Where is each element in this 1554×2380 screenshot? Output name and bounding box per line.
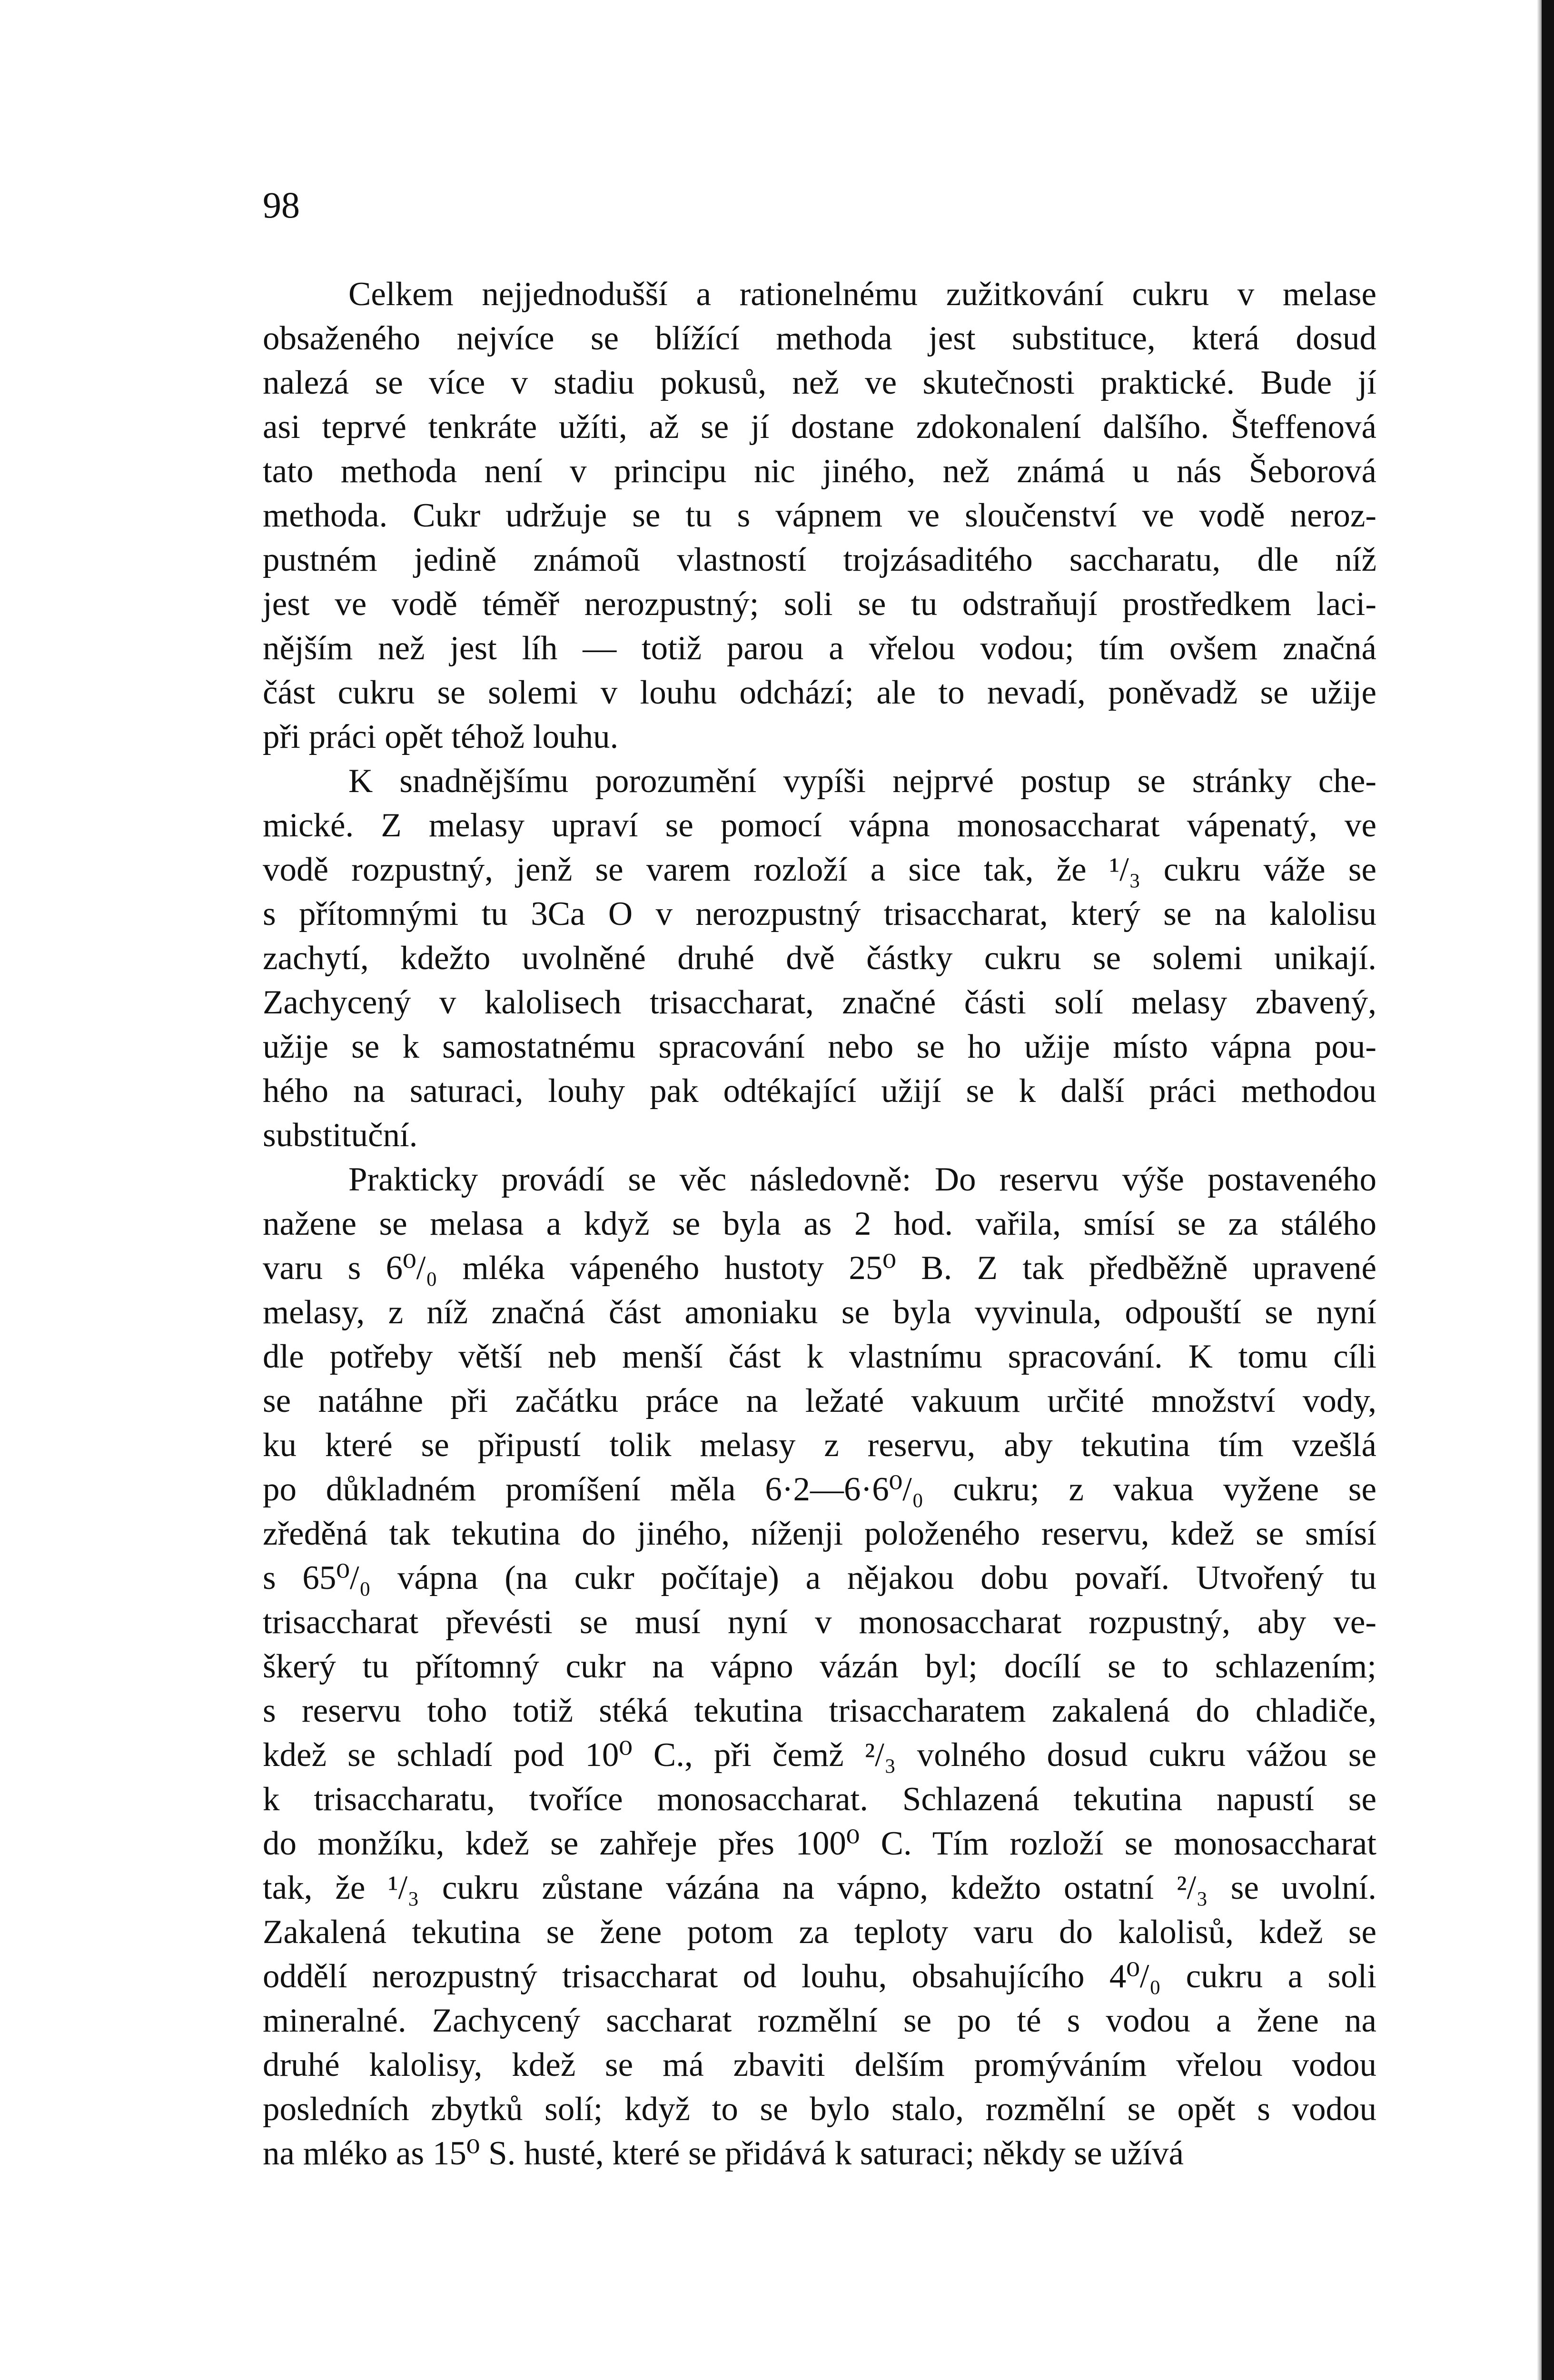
text-line: na mléko as 15⁰ S. husté, které se přidává k saturaci; někdy se užívá [263, 2135, 1184, 2172]
text-line: Celkem nejjednodušší a rationelnému zužitkování cukru v melase [348, 276, 1376, 313]
text-line: K snadnějšímu porozumění vypíši nejprvé postup se stránky che- [348, 763, 1376, 800]
scan-edge [1542, 0, 1554, 2380]
text-line: methoda. Cukr udržuje se tu s vápnem ve sloučenství ve vodě neroz- [263, 497, 1376, 534]
text-line: asi teprvé tenkráte užíti, až se jí dostane zdokonalení dalšího. Šteffenová [263, 408, 1376, 446]
text-line: posledních zbytků solí; když to se bylo stalo, rozmělní se opět s vodou [263, 2091, 1376, 2128]
text-line: druhé kalolisy, kdež se má zbaviti delším promýváním vřelou vodou [263, 2046, 1376, 2083]
paragraph [263, 272, 1376, 759]
text-line: do monžíku, kdež se zahřeje přes 100⁰ C. Tím rozloží se monosaccharat [263, 1825, 1376, 1862]
text-line: tato methoda není v principu nic jiného, než známá u nás Šeborová [263, 453, 1376, 490]
paragraph [263, 759, 1376, 1158]
text-line: pustném jedině známoũ vlastností trojzásaditého saccharatu, dle níž [263, 541, 1376, 578]
text-line: s reservu toho totiž stéká tekutina trisaccharatem zakalená do chladiče, [263, 1692, 1376, 1729]
text-line: vodě rozpustný, jenž se varem rozloží a sice tak, že ¹/₃ cukru váže se [263, 851, 1376, 888]
text-line: po důkladném promíšení měla 6·2—6·6⁰/₀ cukru; z vakua vyžene se [263, 1471, 1376, 1508]
text-line: s přítomnými tu 3Ca O v nerozpustný trisaccharat, který se na kalolisu [263, 895, 1376, 932]
text-line: jest ve vodě téměř nerozpustný; soli se tu odstraňují prostředkem laci- [263, 585, 1376, 623]
page-number: 98 [263, 184, 300, 226]
text-line: obsaženého nejvíce se blížící methoda jest substituce, která dosud [263, 320, 1376, 357]
scan-edge-shadow [1537, 0, 1542, 2380]
text-line: trisaccharat převésti se musí nyní v monosaccharat rozpustný, aby ve- [263, 1604, 1376, 1641]
text-line: nějším než jest líh — totiž parou a vřelou vodou; tím ovšem značná [263, 630, 1376, 667]
text-line: varu s 6⁰/₀ mléka vápeného hustoty 25⁰ B. Z tak předběžně upravené [263, 1250, 1376, 1287]
text-line: oddělí nerozpustný trisaccharat od louhu, obsahujícího 4⁰/₀ cukru a soli [263, 1958, 1376, 1995]
text-line: nalezá se více v stadiu pokusů, než ve skutečnosti praktické. Bude jí [263, 364, 1376, 401]
text-line: Zachycený v kalolisech trisaccharat, značné části solí melasy zbavený, [263, 984, 1376, 1021]
text-line: Zakalená tekutina se žene potom za teploty varu do kalolisů, kdež se [263, 1914, 1376, 1951]
text-line: hého na saturaci, louhy pak odtékající užijí se k další práci methodou [263, 1072, 1376, 1110]
body-text [263, 272, 1376, 2176]
text-line: dle potřeby větší neb menší část k vlastnímu spracování. K tomu cíli [263, 1338, 1376, 1375]
paragraph [263, 1158, 1376, 2176]
text-line: zachytí, kdežto uvolněné druhé dvě částky cukru se solemi unikají. [263, 940, 1376, 977]
text-line: užije se k samostatnému spracování nebo se ho užije místo vápna pou- [263, 1028, 1376, 1065]
text-line: se natáhne při začátku práce na ležaté vakuum určité množství vody, [263, 1382, 1376, 1419]
text-line: s 65⁰/₀ vápna (na cukr počítaje) a nějakou dobu povaří. Utvořený tu [263, 1559, 1376, 1597]
text-line: nažene se melasa a když se byla as 2 hod. vařila, smísí se za stálého [263, 1205, 1376, 1242]
text-line: melasy, z níž značná část amoniaku se byla vyvinula, odpouští se nyní [263, 1294, 1376, 1331]
text-line: tak, že ¹/₃ cukru zůstane vázána na vápno, kdežto ostatní ²/₃ se uvolní. [263, 1869, 1376, 1906]
text-line: část cukru se solemi v louhu odchází; ale to nevadí, poněvadž se užije [263, 674, 1376, 711]
text-line: mické. Z melasy upraví se pomocí vápna monosaccharat vápenatý, ve [263, 807, 1376, 844]
text-line: Prakticky provádí se věc následovně: Do reservu výše postaveného [348, 1161, 1376, 1198]
text-line: škerý tu přítomný cukr na vápno vázán byl; docílí se to schlazením; [263, 1648, 1376, 1685]
text-line: ku které se připustí tolik melasy z reservu, aby tekutina tím vzešlá [263, 1427, 1376, 1464]
text-line: mineralné. Zachycený saccharat rozmělní se po té s vodou a žene na [263, 2002, 1376, 2039]
text-line: substituční. [263, 1117, 418, 1154]
text-line: při práci opět téhož louhu. [263, 718, 619, 755]
text-line: kdež se schladí pod 10⁰ C., při čemž ²/₃ volného dosud cukru vážou se [263, 1736, 1376, 1774]
text-line: k trisaccharatu, tvoříce monosaccharat. Schlazená tekutina napustí se [263, 1781, 1376, 1818]
text-line: zředěná tak tekutina do jiného, níženji položeného reservu, kdež se smísí [263, 1515, 1376, 1552]
